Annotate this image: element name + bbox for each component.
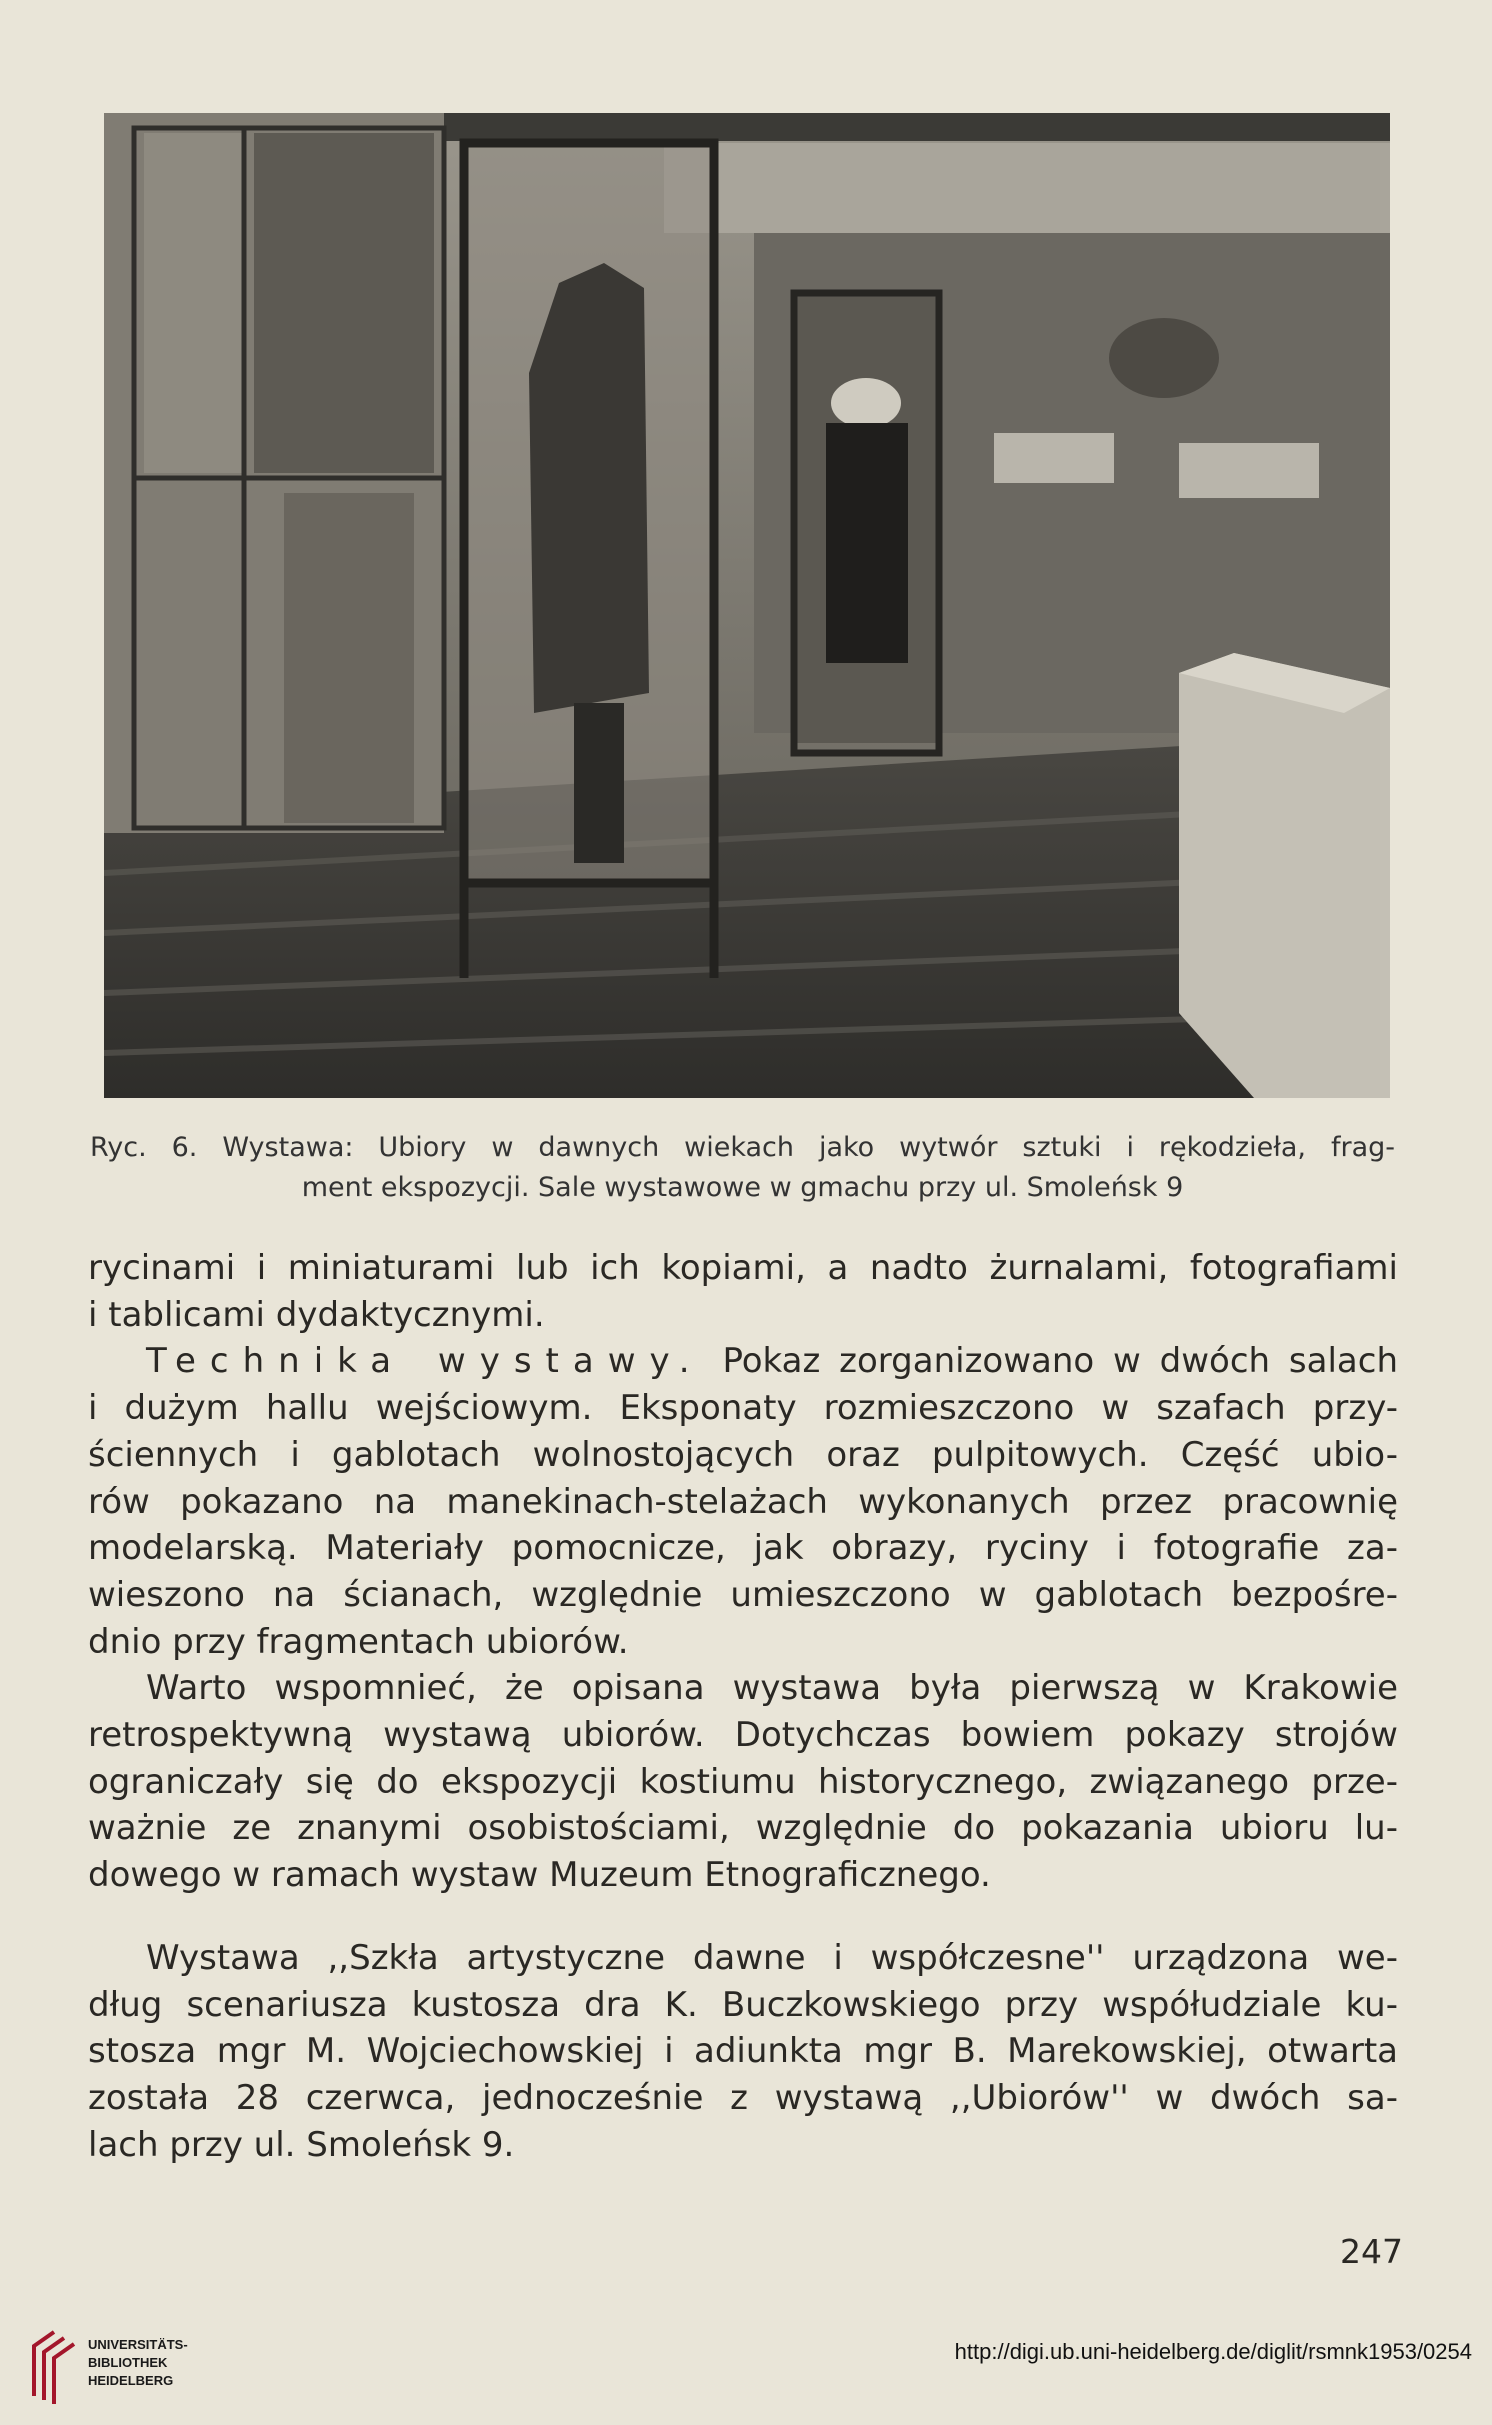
page-number: 247 [1340, 2232, 1403, 2271]
text-line: lach przy ul. Smoleńsk 9. [88, 2124, 515, 2165]
section-heading: Technika wystawy. [146, 1341, 704, 1382]
paragraph [88, 1935, 1398, 2169]
text-line: Warto wspomnieć, że opisana wystawa była pierwszą w Krakowie [146, 1668, 1398, 1709]
text-line: rów pokazano na manekinach-stelażach wykonanych przez pracownię [88, 1481, 1398, 1522]
paragraph [88, 1245, 1398, 1338]
library-name-line: BIBLIOTHEK [88, 2355, 168, 2370]
text-line: retrospektywną wystawą ubiorów. Dotychczas bowiem pokazy strojów [88, 1715, 1398, 1756]
text-line: i dużym hallu wejściowym. Eksponaty rozmieszczono w szafach przy- [88, 1388, 1398, 1429]
caption-line: Ryc. 6. Wystawa: Ubiory w dawnych wiekach jako wytwór sztuki i rękodzieła, frag- [90, 1132, 1395, 1163]
text-line: dług scenariusza kustosza dra K. Buczkowskiego przy współudziale ku- [88, 1984, 1398, 2025]
text-line: ściennych i gablotach wolnostojących oraz pulpitowych. Część ubio- [88, 1434, 1398, 1475]
text-line: dnio przy fragmentach ubiorów. [88, 1621, 629, 1662]
exhibition-photo [104, 113, 1390, 1098]
library-logo[interactable] [28, 2326, 268, 2406]
text-line: i tablicami dydaktycznymi. [88, 1294, 545, 1335]
text-line: ograniczały się do ekspozycji kostiumu historycznego, związanego prze- [88, 1761, 1398, 1802]
paragraph [88, 1665, 1398, 1899]
text-line: wieszono na ścianach, względnie umieszczono w gablotach bezpośre- [88, 1574, 1398, 1615]
body-text [88, 1245, 1398, 2168]
text-line: ważnie ze znanymi osobistościami, względnie do pokazania ubioru lu- [88, 1808, 1398, 1849]
text-fragment: Pokaz zorganizowano w dwóch salach [722, 1341, 1399, 1382]
library-name-line: UNIVERSITÄTS- [88, 2337, 188, 2352]
text-line: stosza mgr M. Wojciechowskiej i adiunkta mgr B. Marekowskiej, otwarta [88, 2031, 1398, 2072]
source-url-link[interactable]: http://digi.ub.uni-heidelberg.de/diglit/rsmnk1953/0254 [954, 2339, 1472, 2364]
library-name [88, 2336, 188, 2390]
text-line: Wystawa ,,Szkła artystyczne dawne i współczesne'' urządzona we- [146, 1937, 1398, 1978]
text-line: została 28 czerwca, jednocześnie z wystawą ,,Ubiorów'' w dwóch sa- [88, 2077, 1398, 2118]
figure-caption [90, 1128, 1395, 1208]
text-line: dowego w ramach wystaw Muzeum Etnograficznego. [88, 1855, 991, 1896]
library-name-line: HEIDELBERG [88, 2373, 174, 2388]
library-logo-icon [28, 2326, 84, 2406]
text-line: rycinami i miniaturami lub ich kopiami, a nadto żurnalami, fotografiami [88, 1248, 1398, 1288]
caption-line: ment ekspozycji. Sale wystawowe w gmachu przy ul. Smoleńsk 9 [301, 1172, 1184, 1203]
paragraph [88, 1338, 1398, 1665]
text-line: modelarską. Materiały pomocnicze, jak obrazy, ryciny i fotografie za- [88, 1528, 1398, 1569]
text-line [88, 1338, 1398, 1385]
